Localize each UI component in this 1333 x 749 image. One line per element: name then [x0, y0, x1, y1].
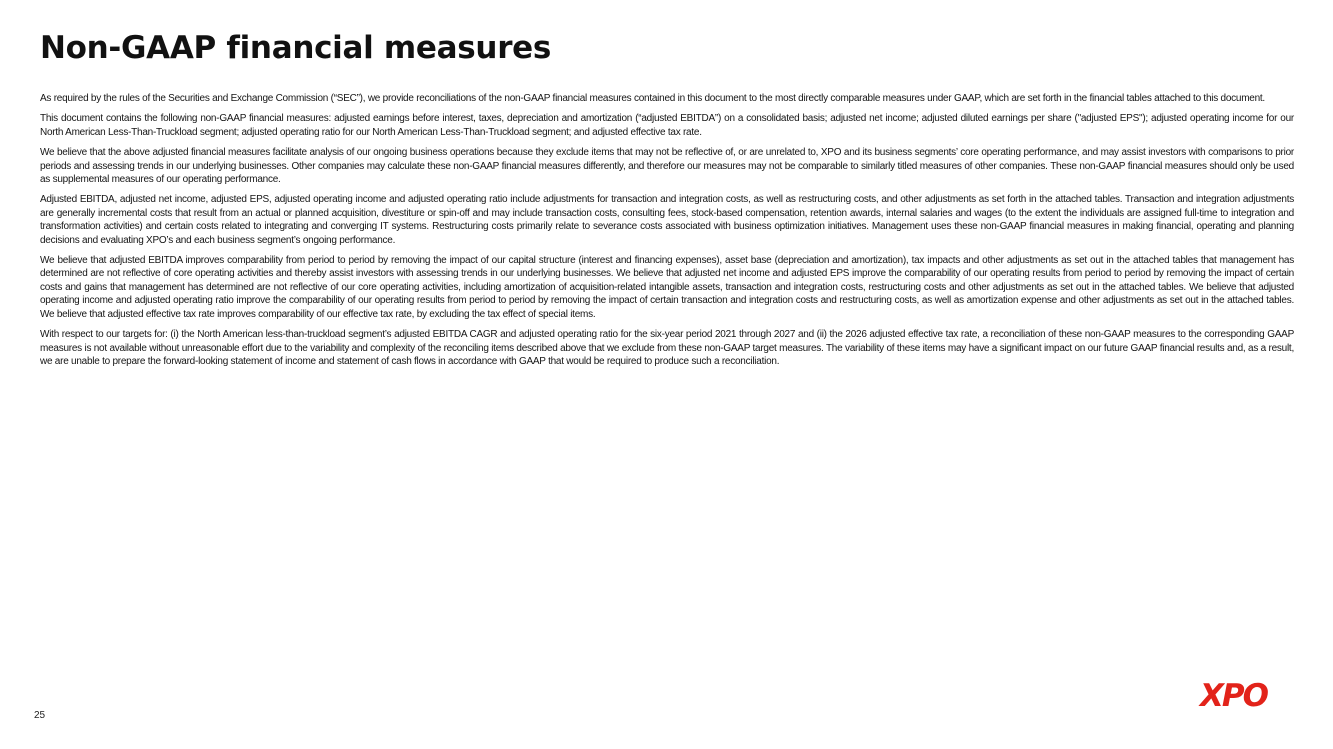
page-title: Non-GAAP financial measures [40, 30, 552, 66]
paragraph-comparability: We believe that adjusted EBITDA improves comparability from period to period by removing the impact of our capital structure (interest and financing expenses), asset base (depreciation and amortization), tax impacts and other adjustments as set out in the attached tables that management has determined are not reflective of core operating activities and thereby assist investors with assessing trends in our underlying businesses. We believe that adjusted net income and adjusted EPS improve the comparability of our operating results from period to period by removing the impact of certain costs and gains that management has determined are not reflective of our core operating activities, including amortization of acquisition-related intangible assets, transaction and integration costs, restructuring costs and other adjustments as set out in the attached tables. We believe that adjusted operating income and adjusted operating ratio improve the comparability of our operating results from period to period by removing the impact of certain transaction and integration costs and restructuring costs, as well as amortization expense and other adjustments as set out in the attached tables. We believe that adjusted effective tax rate improves comparability of our effective tax rate, by excluding the tax effect of special items. [40, 255, 1294, 320]
paragraph-analysis-rationale: We believe that the above adjusted financial measures facilitate analysis of our ongoing business operations because they exclude items that may not be reflective of, or are unrelated to, XPO and its business segments’ core operating performance, and may assist investors with comparisons to prior periods and assessing trends in our underlying businesses. Other companies may calculate these non-GAAP financial measures differently, and therefore our measures may not be comparable to similarly titled measures of other companies. These non-GAAP financial measures should only be used as supplemental measures of our operating performance. [40, 147, 1294, 186]
paragraph-measures-list: This document contains the following non-GAAP financial measures: adjusted earnings before interest, taxes, depreciation and amortization (“adjusted EBITDA”) on a consolidated basis; adjusted net income; adjusted diluted earnings per share ("adjusted EPS"); adjusted operating income for our North American Less-Than-Truckload segment; adjusted operating ratio for our North American Less-Than-Truckload segment; and adjusted effective tax rate. [40, 113, 1294, 138]
body-text [40, 92, 1294, 375]
page-number: 25 [34, 710, 46, 721]
paragraph-targets: With respect to our targets for: (i) the North American less-than-truckload segment’s adjusted EBITDA CAGR and adjusted operating ratio for the six-year period 2021 through 2027 and (ii) the 2026 adjusted effective tax rate, a reconciliation of these non-GAAP measures to the corresponding GAAP measures is not available without unreasonable effort due to the variability and complexity of the reconciling items described above that we exclude from these non-GAAP target measures. The variability of these items may have a significant impact on our future GAAP financial results and, as a result, we are unable to prepare the forward-looking statement of income and statement of cash flows in accordance with GAAP that would be required to produce such a reconciliation. [40, 329, 1294, 367]
xpo-logo: XPO [1200, 678, 1267, 714]
paragraph-adjustments: Adjusted EBITDA, adjusted net income, adjusted EPS, adjusted operating income and adjusted operating ratio include adjustments for transaction and integration costs, as well as restructuring costs, and other adjustments as set forth in the attached tables. Transaction and integration adjustments are generally incremental costs that result from an actual or planned acquisition, divestiture or spin-off and may include transaction costs, consulting fees, stock-based compensation, retention awards, internal salaries and wages (to the extent the individuals are assigned full-time to integration and transformation activities) and certain costs related to integrating and converging IT systems. Restructuring costs primarily relate to severance costs associated with business optimization initiatives. Management uses these non-GAAP financial measures in making financial, operating and planning decisions and evaluating XPO’s and each business segment’s ongoing performance. [40, 194, 1294, 246]
paragraph-sec-reconciliation: As required by the rules of the Securities and Exchange Commission (“SEC”), we provide reconciliations of the non-GAAP financial measures contained in this document to the most directly comparable measures under GAAP, which are set forth in the financial tables attached to this document. [40, 93, 1265, 104]
